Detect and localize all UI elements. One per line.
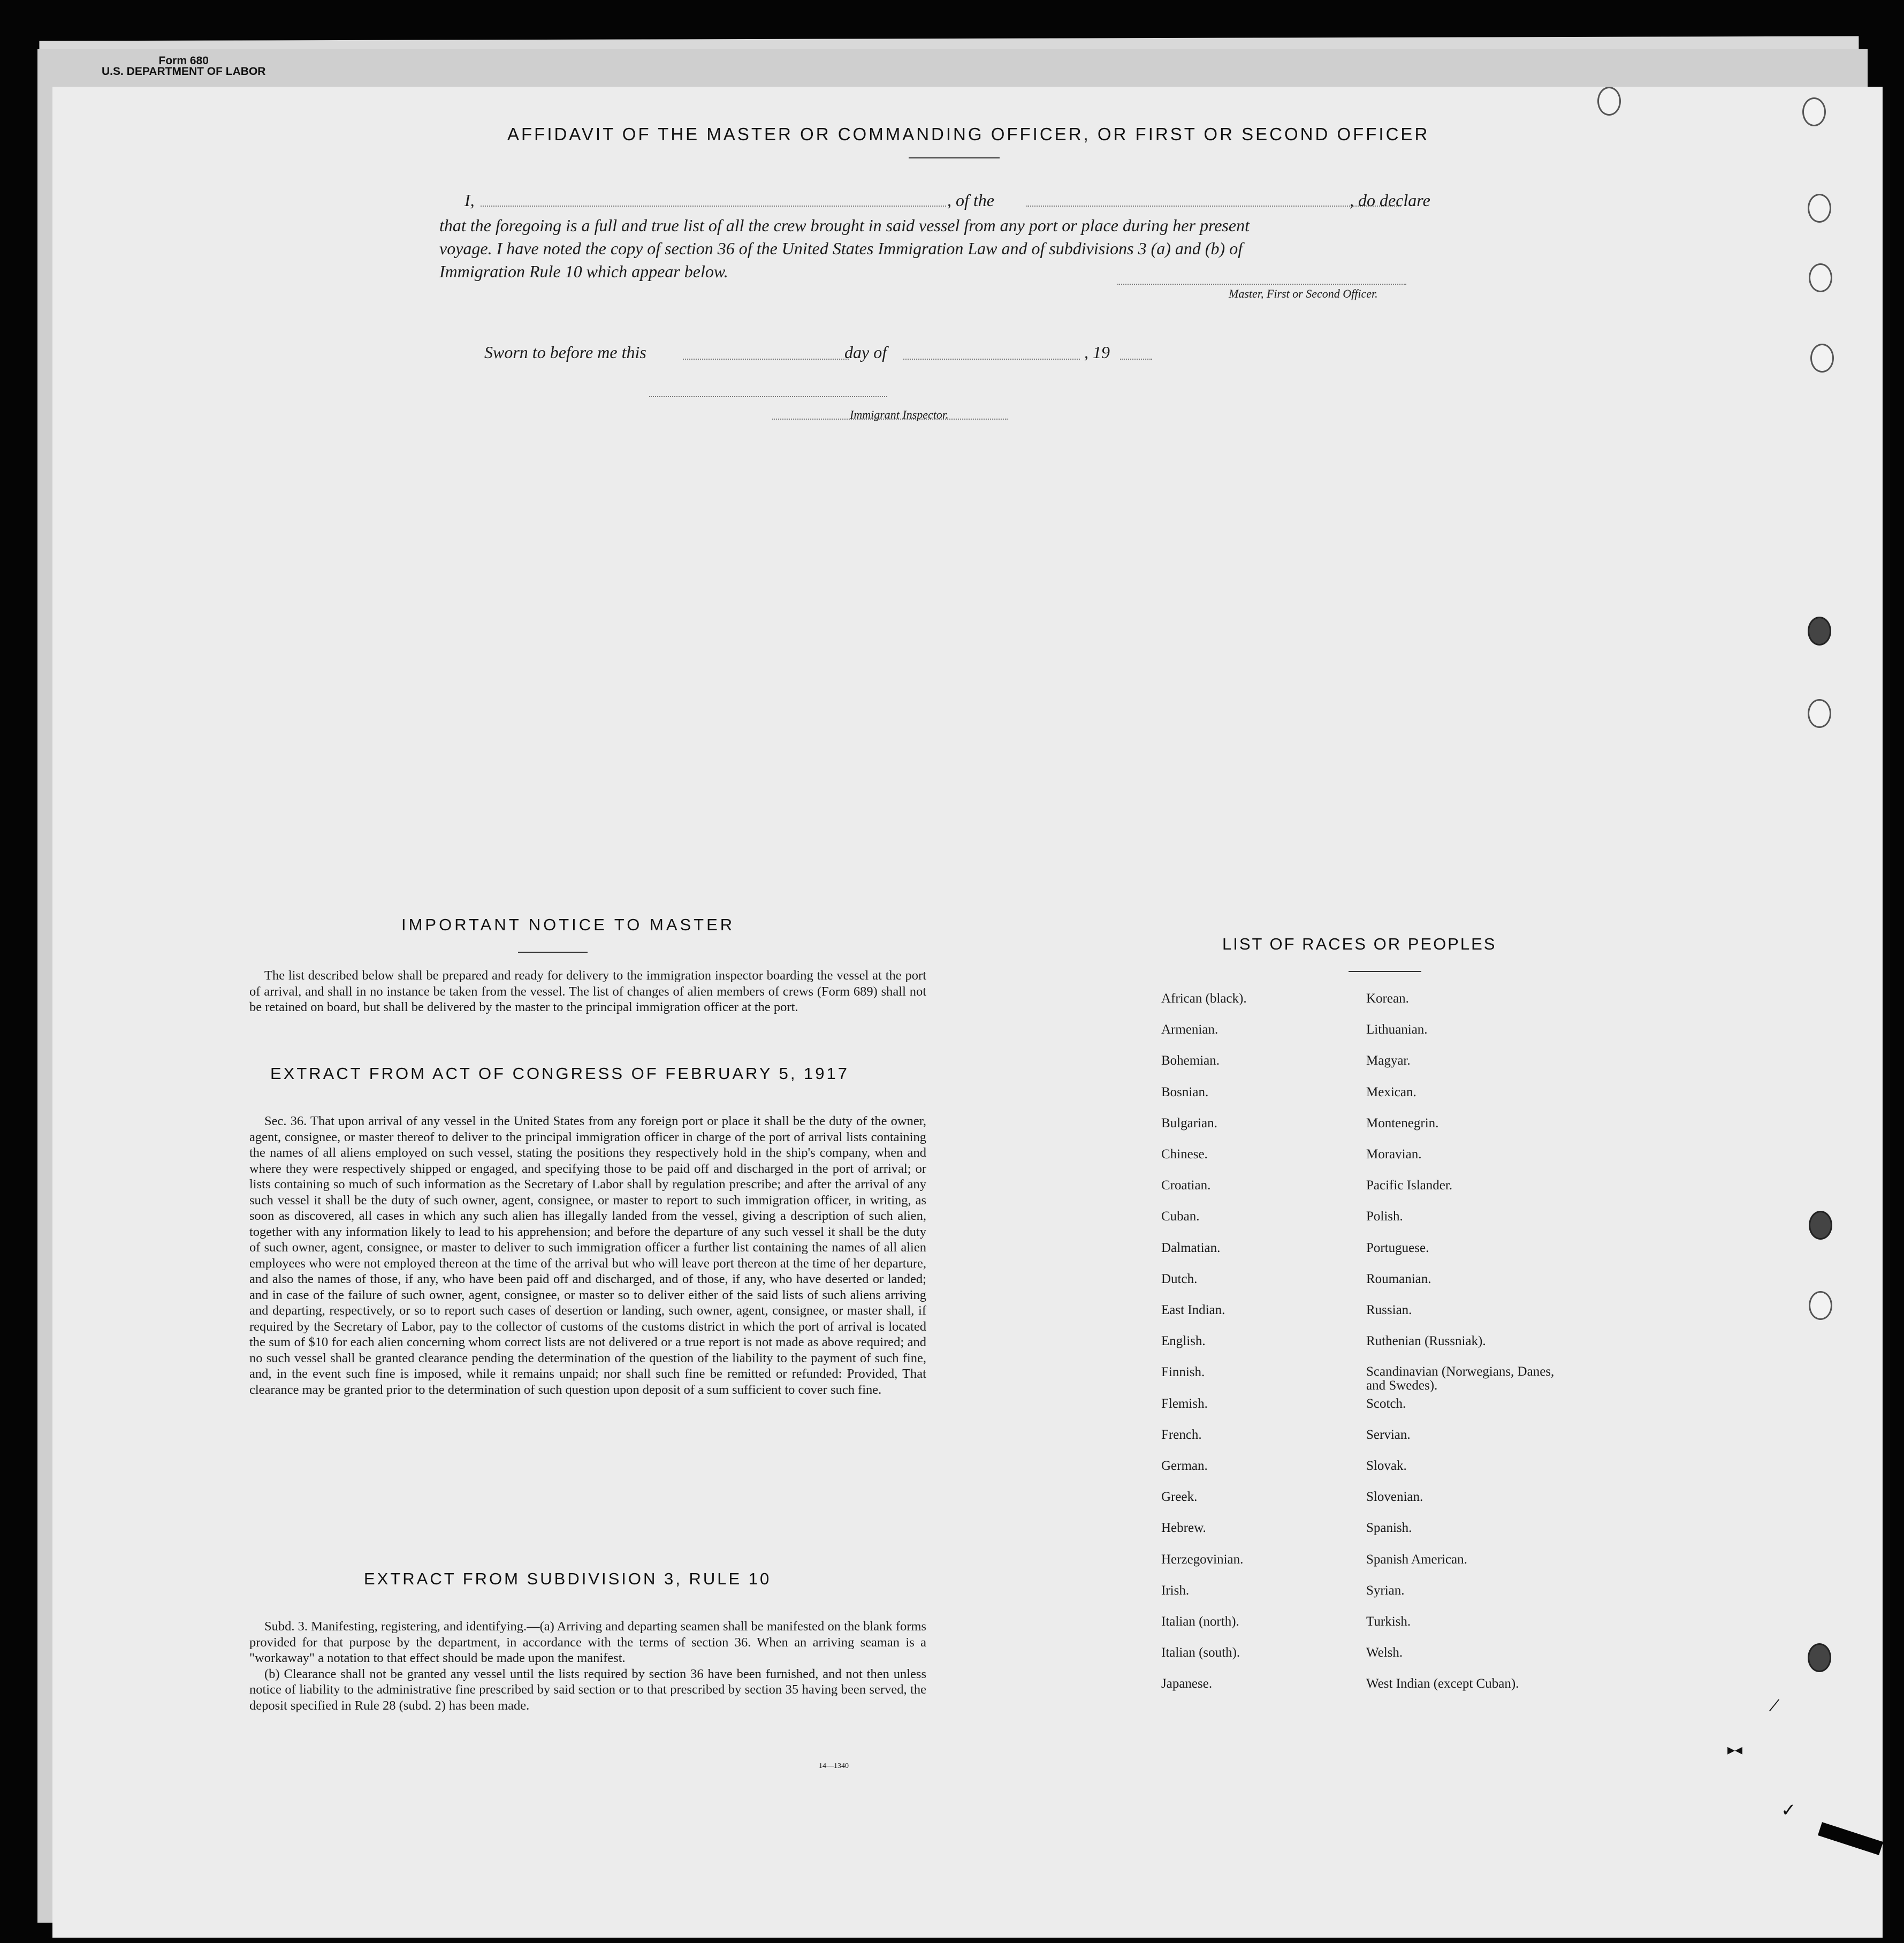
punch-hole (1808, 1643, 1831, 1672)
race-item-left: Greek. (1161, 1490, 1198, 1505)
race-item-right: Pacific Islander. (1366, 1178, 1453, 1193)
department-name: U.S. DEPARTMENT OF LABOR (102, 65, 266, 78)
form-number: Form 680 (158, 55, 209, 67)
year-prefix: , 19 (1084, 343, 1110, 362)
race-item-right: Mexican. (1366, 1084, 1416, 1099)
race-item-right: Polish. (1366, 1209, 1403, 1224)
race-item-right: Scotch. (1366, 1396, 1406, 1411)
race-item-right: Lithuanian. (1366, 1022, 1428, 1037)
notice-rule (518, 952, 588, 953)
race-item-right: Slovak. (1366, 1459, 1407, 1473)
race-item-right: Russian. (1366, 1303, 1412, 1317)
races-rule (1349, 971, 1421, 972)
notice-text (249, 968, 926, 1015)
day-of-label: day of (844, 343, 887, 362)
race-item-left: East Indian. (1161, 1303, 1225, 1317)
race-item-left: Bosnian. (1161, 1084, 1209, 1099)
race-item-left: English. (1161, 1334, 1206, 1349)
race-item-left: Dalmatian. (1161, 1240, 1221, 1255)
punch-hole (1808, 617, 1831, 646)
race-item-left: Chinese. (1161, 1147, 1208, 1162)
form-identifier (102, 56, 265, 77)
race-item-left: Irish. (1161, 1583, 1190, 1598)
race-item-left: Finnish. (1161, 1365, 1205, 1380)
race-item-right: Slovenian. (1366, 1490, 1423, 1505)
races-title: LIST OF RACES OR PEOPLES (1222, 935, 1497, 953)
vessel-blank[interactable] (1026, 206, 1401, 207)
race-item-right: Turkish. (1366, 1614, 1411, 1629)
notice-paragraph: The list described below shall be prepared and ready for delivery to the immigration inspector boarding the vessel at the port of arrival, and shall in no instance be taken from the vessel. The list of changes of alien members of crews (Form 689) shall not be retained on board, but shall be delivered by the master to the principal immigration officer at the port. (249, 968, 926, 1014)
race-item-left: Flemish. (1161, 1396, 1208, 1411)
rule-paragraph-b: (b) Clearance shall not be granted any vessel until the lists required by section 36 have been furnished, and not then unless notice of liability to the administrative fine prescribed by said section or to that prescribed by section 35 having been served, the deposit specified in Rule 28 (subd. 2) has been made. (249, 1666, 926, 1713)
inspector-caption: Immigrant Inspector. (850, 408, 949, 421)
race-item-right: Ruthenian (Russniak). (1366, 1334, 1486, 1349)
race-item-left: Cuban. (1161, 1209, 1200, 1224)
signature-line[interactable] (1117, 284, 1406, 285)
race-item-left: Bohemian. (1161, 1053, 1220, 1068)
race-item-right: Welsh. (1366, 1645, 1403, 1660)
signature-caption: Master, First or Second Officer. (1229, 287, 1378, 300)
race-item-right: Korean. (1366, 991, 1409, 1006)
title-rule (909, 157, 1000, 158)
race-item-left: African (black). (1161, 991, 1247, 1006)
punch-hole (1597, 87, 1621, 116)
race-item-right: Roumanian. (1366, 1271, 1431, 1286)
affidavit-line-2: that the foregoing is a full and true list of all the crew brought in said vessel from any port or place during her present (439, 216, 1250, 235)
punch-hole (1809, 263, 1832, 292)
affidavit-line-4: Immigration Rule 10 which appear below. (439, 262, 728, 281)
race-item-right: Syrian. (1366, 1583, 1405, 1598)
sworn-month-blank[interactable] (903, 359, 1080, 360)
affidavit-line-3: voyage. I have noted the copy of section 36 of the United States Immigration Law and of subdivisions 3 (a) and (b) of (439, 239, 1243, 258)
race-item-right: Scandinavian (Norwegians, Danes, and Swedes). (1366, 1364, 1555, 1393)
race-item-right: Magyar. (1366, 1053, 1411, 1068)
race-item-left: Bulgarian. (1161, 1115, 1217, 1130)
act-title: EXTRACT FROM ACT OF CONGRESS OF FEBRUARY 5, 1917 (270, 1064, 850, 1083)
race-item-right: Servian. (1366, 1427, 1411, 1442)
punch-hole (1809, 1291, 1832, 1320)
sworn-day-blank[interactable] (683, 359, 849, 360)
race-item-right: West Indian (except Cuban). (1366, 1676, 1519, 1691)
punch-hole (1810, 344, 1834, 373)
rule-text (249, 1619, 926, 1713)
print-code: 14—1340 (819, 1762, 849, 1770)
stray-mark: ▸◂ (1727, 1742, 1743, 1758)
stray-mark: ✓ (1781, 1801, 1796, 1820)
affidavit-i: I, (464, 191, 475, 210)
stray-mark: / (1767, 1692, 1781, 1718)
race-item-left: Croatian. (1161, 1178, 1211, 1193)
inspector-signature-line[interactable] (649, 396, 887, 397)
dark-corner (1818, 1822, 1883, 1855)
race-item-left: Italian (south). (1161, 1645, 1240, 1660)
race-item-left: Japanese. (1161, 1676, 1213, 1691)
affidavit-of-the: , of the (947, 191, 994, 210)
notice-title: IMPORTANT NOTICE TO MASTER (401, 915, 735, 934)
sworn-year-blank[interactable] (1120, 359, 1152, 360)
name-blank[interactable] (481, 206, 946, 207)
punch-hole (1809, 1211, 1832, 1240)
race-item-left: Hebrew. (1161, 1521, 1206, 1536)
rule-title: EXTRACT FROM SUBDIVISION 3, RULE 10 (364, 1569, 772, 1588)
affidavit-title: AFFIDAVIT OF THE MASTER OR COMMANDING OFFICER, OR FIRST OR SECOND OFFICER (507, 124, 1430, 144)
affidavit-declare: , do declare (1350, 191, 1430, 210)
act-paragraph: Sec. 36. That upon arrival of any vessel in the United States from any foreign port or place it shall be the duty of the owner, agent, consignee, or master thereof to deliver to the principal immigration officer in charge of the port of arrival lists containing the names of all aliens employed on such vessel, stating the positions they respectively hold in the ship's company, when and where they were respectively shipped or engaged, and specifying those to be paid off and discharged in the port of arrival; or lists containing so much of such information as the Secretary of Labor shall by regulation prescribe; and after the arrival of any such vessel it shall be the duty of such owner, agent, consignee, or master to report to such immigration officer, in writing, as soon as discovered, all cases in which any such alien has illegally landed from the vessel, giving a description of such alien, together with any information likely to lead to his apprehension; and before the departure of any such vessel it shall be the duty of such owner, agent, consignee, or master to deliver to such immigration officer a further list containing the names of all alien employees who were not employed thereon at the time of the arrival but who will leave port thereon at the time of her departure, and also the names of those, if any, who have been paid off and discharged, and of those, if any, who have deserted or landed; and in case of the failure of such owner, agent, consignee, or master so to deliver either of the said lists of such aliens arriving and departing, respectively, or so to report such cases of desertion or landing, such owner, agent, consignee, or master shall, if required by the Secretary of Labor, pay to the collector of customs of the customs district in which the port of arrival is located the sum of $10 for each alien concerning whom correct lists are not delivered or a true report is not made as above required; and no such vessel shall be granted clearance pending the determination of the question of the liability to the payment of such fine, and, in the event such fine is imposed, while it remains unpaid; nor shall such fine be remitted or refunded: Provided, That clearance may be granted prior to the determination of such question upon deposit of a sum sufficient to cover such fine. (249, 1114, 926, 1397)
race-item-left: French. (1161, 1427, 1202, 1442)
punch-hole (1802, 97, 1826, 126)
race-item-left: Italian (north). (1161, 1614, 1239, 1629)
punch-hole (1808, 699, 1831, 728)
sworn-label: Sworn to before me this (484, 343, 646, 362)
race-item-right: Moravian. (1366, 1147, 1422, 1162)
race-item-left: Dutch. (1161, 1271, 1198, 1286)
rule-paragraph-a: Subd. 3. Manifesting, registering, and identifying.—(a) Arriving and departing seamen shall be manifested on the blank forms provided for that purpose by the department, in accordance with the terms of section 36. When an arriving seaman is a "workaway" a notation to that effect should be made upon the manifest. (249, 1619, 926, 1665)
race-item-right: Montenegrin. (1366, 1115, 1439, 1130)
act-text (249, 1113, 926, 1398)
race-item-left: German. (1161, 1459, 1208, 1473)
punch-hole (1808, 194, 1831, 223)
race-item-right: Portuguese. (1366, 1240, 1429, 1255)
race-item-left: Armenian. (1161, 1022, 1218, 1037)
form-page (52, 87, 1883, 1938)
race-item-left: Herzegovinian. (1161, 1552, 1244, 1567)
race-item-right: Spanish American. (1366, 1552, 1467, 1567)
race-item-right: Spanish. (1366, 1521, 1412, 1536)
